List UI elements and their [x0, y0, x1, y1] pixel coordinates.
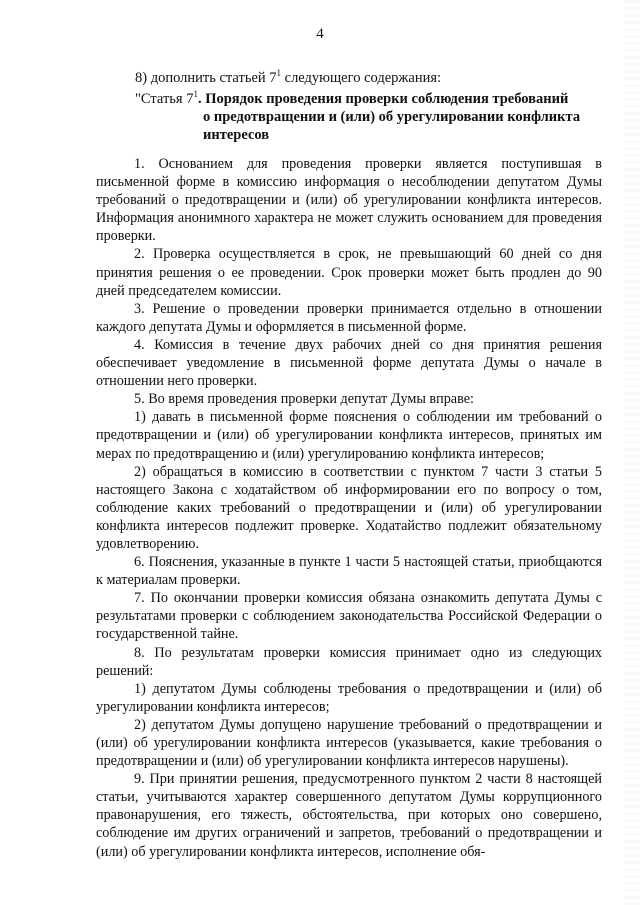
intro-text-start: 8) дополнить статьей 7 — [135, 70, 277, 86]
article-title-line-3: интересов — [203, 127, 270, 143]
article-superscript: 1 — [193, 89, 198, 100]
paragraph-4: 4. Комиссия в течение двух рабочих дней со дня принятия решения обеспечивает уведомление в письменной форме депутата Думы о начале в отношении него проверки. — [96, 336, 602, 390]
paragraph-8-item-1: 1) депутатом Думы соблюдены требования о предотвращении и (или) об урегулировании конфликта интересов; — [96, 680, 602, 715]
article-title-line-1: . Порядок проведения проверки соблюдения требований — [197, 91, 569, 107]
paragraph-1: 1. Основанием для проведения проверки является поступившая в письменной форме в комиссию информация о несоблюдении депутатом Думы требований о предотвращении и (или) об урегулировании конфликта интересов. Информация анонимного характера не может служить основанием для проведения проверки. — [96, 156, 602, 245]
intro-text-end: следующего содержания: — [281, 70, 442, 86]
scan-edge-artifact — [624, 0, 640, 905]
paragraph-3: 3. Решение о проведении проверки принимается отдельно в отношении каждого депутата Думы и оформляется в письменной форме. — [96, 300, 602, 335]
paragraph-8: 8. По результатам проверки комиссия принимает одно из следующих решений: — [96, 644, 602, 679]
amendment-intro — [135, 70, 441, 87]
paragraph-2: 2. Проверка осуществляется в срок, не превышающий 60 дней со дня принятия решения о ее проведении. Срок проверки может быть продлен до 90 дней председателем комиссии. — [96, 246, 602, 299]
paragraph-5-item-2: 2) обращаться в комиссию в соответствии с пунктом 7 части 3 статьи 5 настоящего Закона с ходатайством об информировании его по вопросу о том, соблюдение каких требований о предотвращении и (или) об урегулировании конфликта интересов подлежит проверке. Ходатайство подлежит обязательному удовлетворению. — [96, 463, 602, 552]
page-number: 4 — [316, 26, 324, 42]
paragraph-5-item-1: 1) давать в письменной форме пояснения о соблюдении им требований о предотвращении и (или) об урегулировании конфликта интересов, принятых им мерах по предотвращению и (или) урегулированию конфликта интересов; — [96, 409, 602, 462]
paragraph-8-item-2: 2) депутатом Думы допущено нарушение требований о предотвращении и (или) об урегулировании конфликта интересов (указывается, какие требования о предотвращении и (или) об урегулировании конфликта интересов нарушены). — [96, 716, 602, 770]
article-title-line-2: о предотвращении и (или) об урегулировании конфликта — [203, 109, 581, 125]
article-prefix: "Статья 7 — [135, 91, 194, 107]
paragraph-9: 9. При принятии решения, предусмотренного пунктом 2 части 8 настоящей статьи, учитываются характер совершенного депутатом Думы коррупционного правонарушения, его тяжесть, обстоятельства, при которых оно совершено, соблюдение им других ограничений и запретов, требований о предотвращении и (или) об урегулировании конфликта интересов, исполнение обя- — [96, 771, 602, 860]
paragraph-6: 6. Пояснения, указанные в пункте 1 части 5 настоящей статьи, приобщаются к материалам проверки. — [96, 554, 602, 589]
intro-superscript: 1 — [276, 68, 282, 79]
article-heading — [135, 90, 615, 144]
article-body — [96, 155, 602, 861]
paragraph-7: 7. По окончании проверки комиссия обязана ознакомить депутата Думы с результатами проверки с соблюдением законодательства Российской Федерации о государственной тайне. — [96, 590, 602, 643]
paragraph-5: 5. Во время проведения проверки депутат Думы вправе: — [134, 391, 474, 408]
